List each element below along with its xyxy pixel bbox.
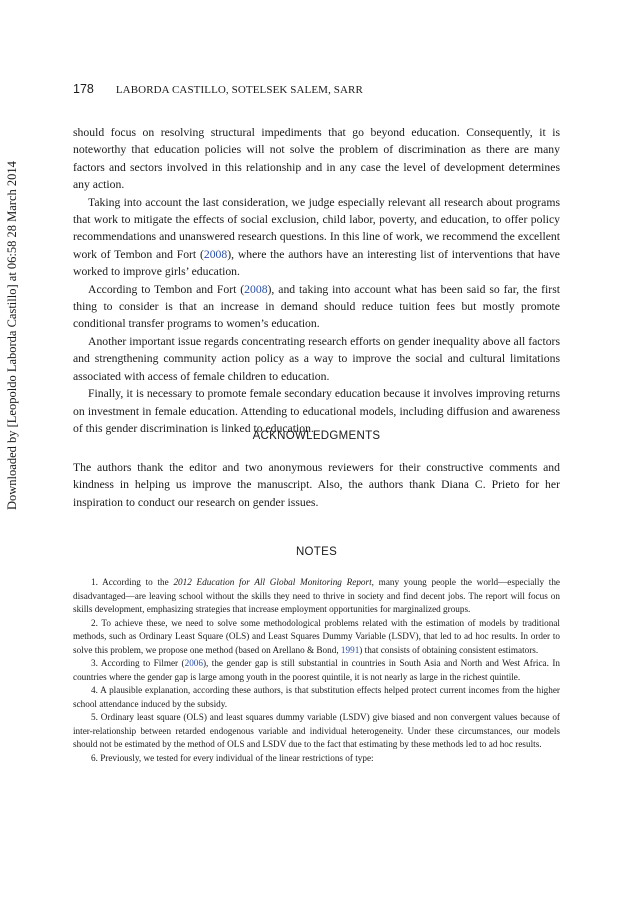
notes-heading: NOTES [295,546,338,558]
text-run: ) that consists of obtaining consistent estimators. [359,644,539,655]
note-item [73,617,560,658]
report-title: 2012 Education for All Global Monitoring Report [173,577,372,587]
text-run: ), the gender gap is still substantial in countries in South Asia and North and West Africa. In countries where the gender gap is large among youth in the poorest quintile, it is not nearly as large in the richest quintile. [73,658,560,682]
note-item: 5. Ordinary least square (OLS) and least squares dummy variable (LSDV) give biased and non convergent values because of inter-relationship between retarded endogenous variable and individual heterogeneity. Under these circumstances, our models should not be estimated by the method of OLS and LSDV due to the fact that estimating by these methods led to ad hoc results. [73,712,560,749]
paragraph [73,281,560,333]
note-item [73,657,560,684]
note-item: 4. A plausible explanation, according these authors, is that substitution effects helped protect current incomes from the higher school attendance induced by the subsidy. [73,685,560,709]
citation-link[interactable]: 1991 [340,644,360,655]
paragraph: The authors thank the editor and two anonymous reviewers for their constructive comments and kindness in helping us improve the manuscript. Also, the authors thank Diana C. Prieto for her inspiration to conduct our research on gender issues. [73,461,560,509]
body-text [73,124,560,437]
running-title: LABORDA CASTILLO, SOTELSEK SALEM, SARR [115,84,363,96]
text-run: According to Tembon and Fort ( [88,282,245,296]
download-watermark: Downloaded by [Leopoldo Laborda Castillo] at 06:58 28 March 2014 [5,161,19,510]
note-item: 6. Previously, we tested for every individual of the linear restrictions of type: [91,752,374,763]
paragraph [73,194,560,281]
citation-link[interactable]: 2006 [184,658,203,668]
text-run: 3. According to Filmer ( [91,658,185,668]
text-run: 2. To achieve these, we need to solve some methodological problems related with the estimation of models by traditional methods, such as Ordinary Least Square (OLS) and Least Squares Dummy Variable (LSDV), that led to ad hoc results. In order to solve this problem, we propose one method (based on Arellano & Bond, [73,617,560,655]
acknowledgments-text [73,459,560,511]
text-run: , many young people the world—especially the disadvantaged—are leaving school without the skills they need to thrive in society and find decent jobs. The report will focus on skills development, emphasizing strategies that increase employment opportunities for marginalized groups. [73,577,560,614]
text-run: ), where the authors have an interesting list of interventions that have worked to improve girls’ education. [73,247,560,279]
citation-link[interactable]: 2008 [244,282,268,296]
acknowledgments-heading: ACKNOWLEDGMENTS [252,430,381,442]
text-run: ), and taking into account what has been said so far, the first thing to consider is that an increase in demand should reduce tuition fees but mostly promote conditional transfer programs to women’s education. [73,282,560,331]
paragraph: Another important issue regards concentrating research efforts on gender inequality above all factors and strengthening community action policy as a way to improve the social and cultural limitations associated with access of female children to education. [73,334,560,383]
text-run: Taking into account the last consideration, we judge especially relevant all research about programs that work to mitigate the effects of social exclusion, child labor, poverty, and education, to offer policy recommendations and unanswered research questions. In this line of work, we recommend the excellent work of Tembon and Fort ( [73,195,560,261]
running-header [73,82,573,98]
paragraph: should focus on resolving structural impediments that go beyond education. Consequently, it is noteworthy that education policies will not solve the problem of discrimination as there are many factors and sectors involved in this relationship and in any case the level of development determines any action. [73,126,560,192]
note-item [73,576,560,617]
text-run: 1. According to the [91,577,174,587]
paragraph: Finally, it is necessary to promote female secondary education because it involves improving returns on investment in female education. Attending to educational models, including diffusion and awareness of this gender discrimination is linked to education. [73,387,560,435]
citation-link[interactable]: 2008 [203,247,228,261]
page-number: 178 [73,82,94,96]
notes-list [73,576,560,765]
